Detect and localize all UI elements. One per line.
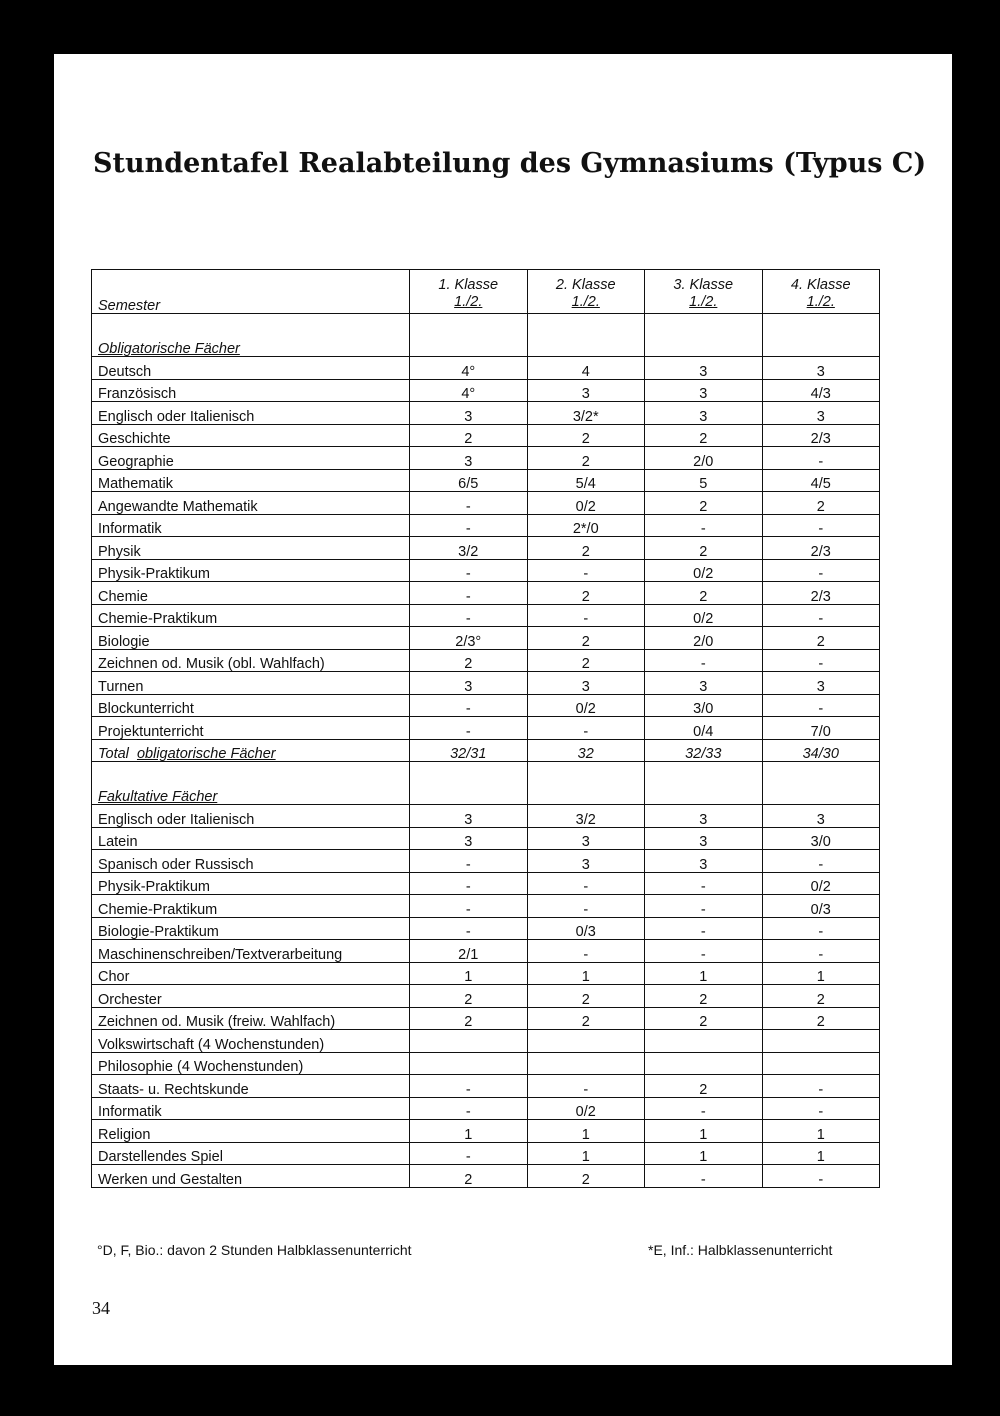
hours-cell: - xyxy=(410,559,528,582)
subject-name: Deutsch xyxy=(98,363,152,379)
subject-name: Informatik xyxy=(98,1104,162,1120)
obligatory-heading: Obligatorische Fächer xyxy=(98,341,240,357)
hours-cell: 1 xyxy=(527,962,645,985)
hours-cell: - xyxy=(645,940,763,963)
hours-cell: 2 xyxy=(645,537,763,560)
hours-cell: - xyxy=(410,850,528,873)
hours-cell: - xyxy=(645,895,763,918)
hours-cell: - xyxy=(645,1097,763,1120)
hours-cell: - xyxy=(762,559,880,582)
optional-heading: Fakultative Fächer xyxy=(98,789,218,805)
hours-cell: - xyxy=(410,514,528,537)
hours-cell: 0/3 xyxy=(527,917,645,940)
class-1-name: 1. Klasse xyxy=(438,277,499,293)
schedule-table-body xyxy=(92,270,880,1188)
subject-cell xyxy=(92,872,410,895)
hours-cell: - xyxy=(762,850,880,873)
table-row xyxy=(92,357,880,380)
hours-cell: - xyxy=(527,940,645,963)
subject-cell xyxy=(92,672,410,695)
hours-cell: - xyxy=(762,604,880,627)
table-row xyxy=(92,1120,880,1143)
hours-cell: - xyxy=(410,1097,528,1120)
hours-cell: 2 xyxy=(645,492,763,515)
hours-cell: 0/2 xyxy=(762,872,880,895)
table-row xyxy=(92,649,880,672)
table-row xyxy=(92,559,880,582)
hours-cell: 2 xyxy=(527,537,645,560)
hours-cell: 0/2 xyxy=(645,559,763,582)
total-label-prefix: Total xyxy=(98,746,129,762)
hours-cell: 3 xyxy=(762,402,880,425)
empty-cell xyxy=(410,314,528,357)
subject-name: Staats- u. Rechtskunde xyxy=(98,1081,249,1097)
class-2-semester: 1./2. xyxy=(571,294,600,310)
hours-cell: 3 xyxy=(645,805,763,828)
subject-name: Biologie xyxy=(98,633,150,649)
hours-cell: 2 xyxy=(645,582,763,605)
table-row xyxy=(92,805,880,828)
hours-cell: 4° xyxy=(410,357,528,380)
hours-cell: 2 xyxy=(527,424,645,447)
table-row xyxy=(92,447,880,470)
subject-cell xyxy=(92,1030,410,1053)
subject-name: Zeichnen od. Musik (freiw. Wahlfach) xyxy=(98,1014,336,1030)
hours-cell: 2 xyxy=(527,582,645,605)
subject-cell xyxy=(92,694,410,717)
hours-cell: 3 xyxy=(762,357,880,380)
hours-cell: 2 xyxy=(645,1007,763,1030)
empty-cell xyxy=(410,762,528,805)
hours-cell xyxy=(527,1030,645,1053)
table-row xyxy=(92,694,880,717)
hours-cell: 2*/0 xyxy=(527,514,645,537)
hours-cell: 4 xyxy=(527,357,645,380)
table-row xyxy=(92,514,880,537)
hours-cell: 0/2 xyxy=(527,492,645,515)
subject-name: Darstellendes Spiel xyxy=(98,1149,223,1165)
hours-cell: - xyxy=(410,604,528,627)
hours-cell xyxy=(527,1052,645,1075)
hours-cell: 2 xyxy=(527,985,645,1008)
obligatory-heading-cell xyxy=(92,314,410,357)
hours-cell: 1 xyxy=(645,962,763,985)
hours-cell: - xyxy=(762,694,880,717)
subject-cell xyxy=(92,962,410,985)
hours-cell xyxy=(762,1052,880,1075)
hours-cell: - xyxy=(762,940,880,963)
semester-label: Semester xyxy=(98,298,161,314)
optional-heading-row xyxy=(92,762,880,805)
hours-cell: 0/2 xyxy=(527,694,645,717)
hours-cell: - xyxy=(762,649,880,672)
subject-name: Physik-Praktikum xyxy=(98,566,210,582)
hours-cell: 2 xyxy=(410,424,528,447)
subject-cell xyxy=(92,805,410,828)
empty-cell xyxy=(527,314,645,357)
total-cell: 32/31 xyxy=(410,739,528,762)
subject-cell xyxy=(92,514,410,537)
optional-heading-cell xyxy=(92,762,410,805)
subject-cell xyxy=(92,1165,410,1188)
hours-cell: 2/3 xyxy=(762,424,880,447)
subject-name: Englisch oder Italienisch xyxy=(98,811,255,827)
hours-cell xyxy=(762,1030,880,1053)
hours-cell: 0/4 xyxy=(645,717,763,740)
table-row xyxy=(92,940,880,963)
hours-cell: 3 xyxy=(410,402,528,425)
hours-cell: 3/0 xyxy=(645,694,763,717)
hours-cell: 1 xyxy=(762,1120,880,1143)
subject-name: Chemie xyxy=(98,588,148,604)
hours-cell xyxy=(645,1030,763,1053)
table-row xyxy=(92,1165,880,1188)
hours-cell: 5/4 xyxy=(527,469,645,492)
subject-cell xyxy=(92,357,410,380)
hours-cell: 3/0 xyxy=(762,827,880,850)
hours-cell: 1 xyxy=(762,962,880,985)
hours-cell: 2/0 xyxy=(645,447,763,470)
hours-cell: 1 xyxy=(410,1120,528,1143)
subject-name: Physik-Praktikum xyxy=(98,879,210,895)
subject-cell xyxy=(92,1007,410,1030)
hours-cell: 6/5 xyxy=(410,469,528,492)
subject-cell xyxy=(92,717,410,740)
subject-name: Physik xyxy=(98,543,141,559)
class-2-header xyxy=(527,270,645,314)
hours-cell: - xyxy=(762,1075,880,1098)
hours-cell: 2 xyxy=(410,1165,528,1188)
hours-cell: 2/3 xyxy=(762,582,880,605)
table-row xyxy=(92,917,880,940)
table-header-row xyxy=(92,270,880,314)
subject-cell xyxy=(92,1052,410,1075)
table-row xyxy=(92,872,880,895)
page-number: 34 xyxy=(92,1298,110,1318)
subject-name: Projektunterricht xyxy=(98,723,204,739)
subject-name: Werken und Gestalten xyxy=(98,1171,243,1187)
table-row xyxy=(92,895,880,918)
hours-cell: 2 xyxy=(645,424,763,447)
table-row xyxy=(92,1097,880,1120)
hours-cell: 3 xyxy=(645,357,763,380)
table-row xyxy=(92,379,880,402)
total-cell: 32/33 xyxy=(645,739,763,762)
empty-cell xyxy=(762,314,880,357)
empty-cell xyxy=(762,762,880,805)
total-label-cell xyxy=(92,739,410,762)
hours-cell: 3 xyxy=(410,827,528,850)
table-row xyxy=(92,402,880,425)
total-cell: 32 xyxy=(527,739,645,762)
hours-cell: 2 xyxy=(762,492,880,515)
empty-cell xyxy=(527,762,645,805)
table-row xyxy=(92,962,880,985)
subject-name: Blockunterricht xyxy=(98,701,194,717)
table-row xyxy=(92,717,880,740)
hours-cell: 3 xyxy=(762,805,880,828)
hours-cell: 3 xyxy=(762,672,880,695)
hours-cell: 1 xyxy=(410,962,528,985)
hours-cell: 1 xyxy=(527,1120,645,1143)
class-3-semester: 1./2. xyxy=(689,294,718,310)
subject-cell xyxy=(92,379,410,402)
subject-name: Chemie-Praktikum xyxy=(98,901,218,917)
hours-cell: - xyxy=(527,1075,645,1098)
hours-cell: 3 xyxy=(410,805,528,828)
hours-cell: 1 xyxy=(527,1142,645,1165)
hours-cell: - xyxy=(527,895,645,918)
subject-cell xyxy=(92,895,410,918)
hours-cell: 2 xyxy=(410,1007,528,1030)
page-title: Stundentafel Realabteilung des Gymnasiums (Typus C) xyxy=(93,148,927,179)
empty-cell xyxy=(645,314,763,357)
hours-cell: 3 xyxy=(527,827,645,850)
obligatory-heading-row xyxy=(92,314,880,357)
subject-cell xyxy=(92,582,410,605)
hours-cell: - xyxy=(410,582,528,605)
hours-cell: 2 xyxy=(527,627,645,650)
footnote-half-class-split: °D, F, Bio.: davon 2 Stunden Halbklassenunterricht xyxy=(97,1242,412,1258)
hours-cell: 3/2 xyxy=(527,805,645,828)
hours-cell xyxy=(410,1052,528,1075)
hours-cell: - xyxy=(410,717,528,740)
table-row xyxy=(92,850,880,873)
hours-cell: 2/0 xyxy=(645,627,763,650)
table-row xyxy=(92,492,880,515)
subject-name: Englisch oder Italienisch xyxy=(98,408,255,424)
subject-name: Philosophie (4 Wochenstunden) xyxy=(98,1059,304,1075)
subject-name: Informatik xyxy=(98,521,162,537)
hours-cell: - xyxy=(527,604,645,627)
subject-cell xyxy=(92,827,410,850)
hours-cell: - xyxy=(645,1165,763,1188)
subject-cell xyxy=(92,1142,410,1165)
hours-cell: 2 xyxy=(527,1165,645,1188)
hours-cell: 3 xyxy=(527,379,645,402)
hours-cell: 2 xyxy=(645,985,763,1008)
class-4-header xyxy=(762,270,880,314)
hours-cell: 2/3 xyxy=(762,537,880,560)
total-cell: 34/30 xyxy=(762,739,880,762)
table-row xyxy=(92,1075,880,1098)
hours-cell: 4° xyxy=(410,379,528,402)
subject-name: Zeichnen od. Musik (obl. Wahlfach) xyxy=(98,656,325,672)
hours-cell: 7/0 xyxy=(762,717,880,740)
hours-cell: 2/3° xyxy=(410,627,528,650)
subject-cell xyxy=(92,604,410,627)
subject-name: Volkswirtschaft (4 Wochenstunden) xyxy=(98,1036,325,1052)
hours-cell: - xyxy=(410,1142,528,1165)
subject-cell xyxy=(92,985,410,1008)
subject-cell xyxy=(92,1075,410,1098)
hours-cell xyxy=(410,1030,528,1053)
hours-cell: 2 xyxy=(645,1075,763,1098)
subject-name: Turnen xyxy=(98,678,144,694)
class-4-semester: 1./2. xyxy=(806,294,835,310)
subject-cell xyxy=(92,537,410,560)
table-row xyxy=(92,1142,880,1165)
hours-cell: - xyxy=(645,514,763,537)
table-row xyxy=(92,424,880,447)
table-row xyxy=(92,827,880,850)
hours-cell: - xyxy=(645,649,763,672)
hours-cell: 3 xyxy=(410,447,528,470)
table-row xyxy=(92,582,880,605)
class-4-name: 4. Klasse xyxy=(790,277,851,293)
class-3-name: 3. Klasse xyxy=(673,277,734,293)
hours-cell: 3 xyxy=(645,672,763,695)
class-3-header xyxy=(645,270,763,314)
hours-cell: - xyxy=(645,872,763,895)
subject-cell xyxy=(92,649,410,672)
subject-name: Orchester xyxy=(98,991,162,1007)
hours-cell: - xyxy=(410,895,528,918)
table-row xyxy=(92,627,880,650)
subject-cell xyxy=(92,850,410,873)
subject-name: Französisch xyxy=(98,386,177,402)
subject-name: Spanisch oder Russisch xyxy=(98,856,254,872)
hours-cell: 1 xyxy=(762,1142,880,1165)
hours-cell: - xyxy=(410,917,528,940)
empty-cell xyxy=(645,762,763,805)
hours-cell: 3/2 xyxy=(410,537,528,560)
hours-cell: 3 xyxy=(645,402,763,425)
hours-cell: 2 xyxy=(410,649,528,672)
hours-cell: 4/5 xyxy=(762,469,880,492)
hours-cell: 3 xyxy=(645,827,763,850)
hours-cell: 3 xyxy=(645,850,763,873)
total-label-rest: obligatorische Fächer xyxy=(136,746,276,762)
hours-cell: 2 xyxy=(527,1007,645,1030)
subject-cell xyxy=(92,424,410,447)
table-row xyxy=(92,1007,880,1030)
table-row xyxy=(92,1030,880,1053)
hours-cell: - xyxy=(527,559,645,582)
class-1-semester: 1./2. xyxy=(454,294,483,310)
table-row xyxy=(92,985,880,1008)
subject-name: Chor xyxy=(98,969,130,985)
hours-cell: - xyxy=(410,1075,528,1098)
table-row xyxy=(92,1052,880,1075)
subject-cell xyxy=(92,402,410,425)
table-row xyxy=(92,537,880,560)
document-page xyxy=(54,54,952,1365)
hours-cell: 2 xyxy=(762,985,880,1008)
table-row xyxy=(92,469,880,492)
subject-cell xyxy=(92,940,410,963)
hours-cell: 5 xyxy=(645,469,763,492)
hours-cell: 3 xyxy=(645,379,763,402)
subject-name: Mathematik xyxy=(98,476,173,492)
subject-name: Geographie xyxy=(98,453,174,469)
hours-cell xyxy=(645,1052,763,1075)
hours-cell: - xyxy=(762,447,880,470)
subject-cell xyxy=(92,447,410,470)
hours-cell: - xyxy=(645,917,763,940)
semester-header-cell xyxy=(92,270,410,314)
hours-cell: 3 xyxy=(410,672,528,695)
subject-name: Chemie-Praktikum xyxy=(98,611,218,627)
hours-cell: 2 xyxy=(527,649,645,672)
subject-cell xyxy=(92,492,410,515)
class-2-name: 2. Klasse xyxy=(555,277,616,293)
hours-cell: 3 xyxy=(527,850,645,873)
subject-name: Latein xyxy=(98,834,138,850)
hours-cell: 2 xyxy=(762,1007,880,1030)
hours-cell: 2/1 xyxy=(410,940,528,963)
hours-cell: - xyxy=(762,917,880,940)
footnote-half-class: *E, Inf.: Halbklassenunterricht xyxy=(648,1242,833,1258)
hours-cell: 4/3 xyxy=(762,379,880,402)
hours-cell: 3/2* xyxy=(527,402,645,425)
subject-name: Biologie-Praktikum xyxy=(98,924,219,940)
hours-cell: 1 xyxy=(645,1142,763,1165)
hours-cell: - xyxy=(410,492,528,515)
hours-cell: 2 xyxy=(410,985,528,1008)
hours-cell: 0/2 xyxy=(527,1097,645,1120)
hours-cell: 2 xyxy=(762,627,880,650)
hours-cell: - xyxy=(762,514,880,537)
hours-cell: - xyxy=(762,1165,880,1188)
hours-cell: 0/3 xyxy=(762,895,880,918)
subject-name: Angewandte Mathematik xyxy=(98,498,258,514)
subject-cell xyxy=(92,1120,410,1143)
subject-cell xyxy=(92,1097,410,1120)
hours-cell: 0/2 xyxy=(645,604,763,627)
subject-cell xyxy=(92,627,410,650)
hours-cell: - xyxy=(527,872,645,895)
subject-cell xyxy=(92,917,410,940)
schedule-table xyxy=(91,269,880,1188)
subject-cell xyxy=(92,559,410,582)
hours-cell: 3 xyxy=(527,672,645,695)
hours-cell: - xyxy=(410,872,528,895)
hours-cell: 1 xyxy=(645,1120,763,1143)
subject-name: Maschinenschreiben/Textverarbeitung xyxy=(98,946,343,962)
hours-cell: - xyxy=(762,1097,880,1120)
subject-cell xyxy=(92,469,410,492)
subject-name: Religion xyxy=(98,1126,151,1142)
hours-cell: 2 xyxy=(527,447,645,470)
table-row xyxy=(92,672,880,695)
hours-cell: - xyxy=(527,717,645,740)
class-1-header xyxy=(410,270,528,314)
hours-cell: - xyxy=(410,694,528,717)
subject-name: Geschichte xyxy=(98,431,171,447)
table-row xyxy=(92,604,880,627)
total-row xyxy=(92,739,880,762)
